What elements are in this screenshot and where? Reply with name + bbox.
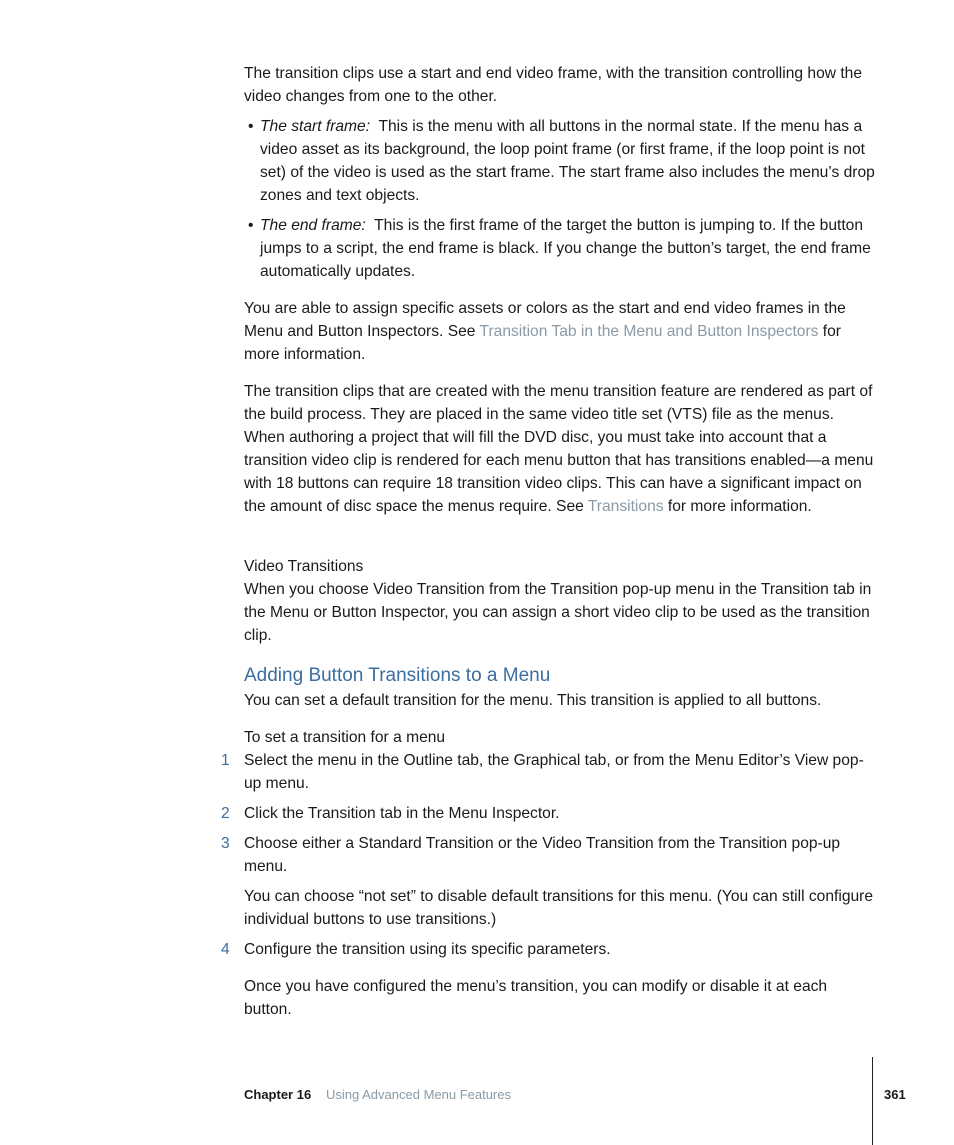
bullet-start-frame: [260, 115, 876, 207]
step-text: Click the Transition tab in the Menu Inspector.: [244, 805, 560, 822]
bullet-lead: The end frame:: [260, 217, 366, 234]
step-note: You can choose “not set” to disable default transitions for this menu. (You can still configure individual buttons to use transitions.): [244, 888, 874, 928]
step-number: 1: [221, 752, 230, 769]
video-transitions-paragraph: When you choose Video Transition from the Transition pop-up menu in the Transition tab in the Menu or Button Inspector, you can assign a short video clip to be used as the transition clip.: [244, 581, 872, 644]
bullet-end-frame: [260, 214, 876, 283]
step-number: 2: [221, 805, 230, 822]
page-number: 361: [884, 1087, 906, 1102]
assets-text-before: You are able to assign specific assets or colors as the start and end video frames in the Menu and Button Inspectors. See: [244, 300, 846, 340]
bullet-text: This is the menu with all buttons in the normal state. If the menu has a video asset as its background, the loop point frame (or first frame, if the loop point is not set) of the video is used as the start frame. The start frame also includes the menu’s drop zones and text objects.: [260, 118, 875, 204]
bullet-marker: •: [248, 217, 254, 234]
build-text-before: The transition clips that are created with the menu transition feature are rendered as part of the build process. They are placed in the same video title set (VTS) file as the menus. When authoring a project that will fill the DVD disc, you must take into account that a transition video clip is rendered for each menu button that has transitions enabled—a menu with 18 buttons can require 18 transition video clips. This can have a significant impact on the amount of disc space the menus require. See: [244, 383, 874, 515]
intro-paragraph: The transition clips use a start and end video frame, with the transition controlling how the video changes from one to the other.: [244, 65, 863, 105]
task-heading: To set a transition for a menu: [244, 729, 446, 746]
step-number: 3: [221, 835, 230, 852]
section-intro: You can set a default transition for the menu. This transition is applied to all buttons.: [244, 692, 822, 709]
transitions-link[interactable]: Transitions: [587, 498, 664, 515]
assets-paragraph: [244, 297, 876, 366]
build-paragraph: [244, 380, 876, 518]
step-text: Configure the transition using its specific parameters.: [244, 941, 611, 958]
section-heading: Adding Button Transitions to a Menu: [244, 665, 551, 686]
closing-paragraph: Once you have configured the menu’s transition, you can modify or disable it at each button.: [244, 978, 828, 1018]
footer-divider: [872, 1057, 873, 1145]
build-text-after: for more information.: [663, 498, 812, 515]
transition-tab-link[interactable]: Transition Tab in the Menu and Button Inspectors: [479, 323, 819, 340]
bullet-text: This is the first frame of the target the button is jumping to. If the button jumps to a script, the end frame is black. If you change the button’s target, the end frame automatically updates.: [260, 217, 871, 280]
footer-chapter: Chapter 16: [244, 1087, 312, 1102]
footer-chapter-title: Using Advanced Menu Features: [326, 1087, 511, 1102]
video-transitions-heading: Video Transitions: [244, 558, 364, 575]
assets-text-after: for more information.: [244, 323, 841, 363]
step-text: Choose either a Standard Transition or the Video Transition from the Transition pop-up menu.: [244, 835, 841, 875]
step-number: 4: [221, 941, 230, 958]
bullet-marker: •: [248, 118, 254, 135]
bullet-lead: The start frame:: [260, 118, 371, 135]
step-text: Select the menu in the Outline tab, the Graphical tab, or from the Menu Editor’s View pop-up menu.: [244, 752, 864, 792]
